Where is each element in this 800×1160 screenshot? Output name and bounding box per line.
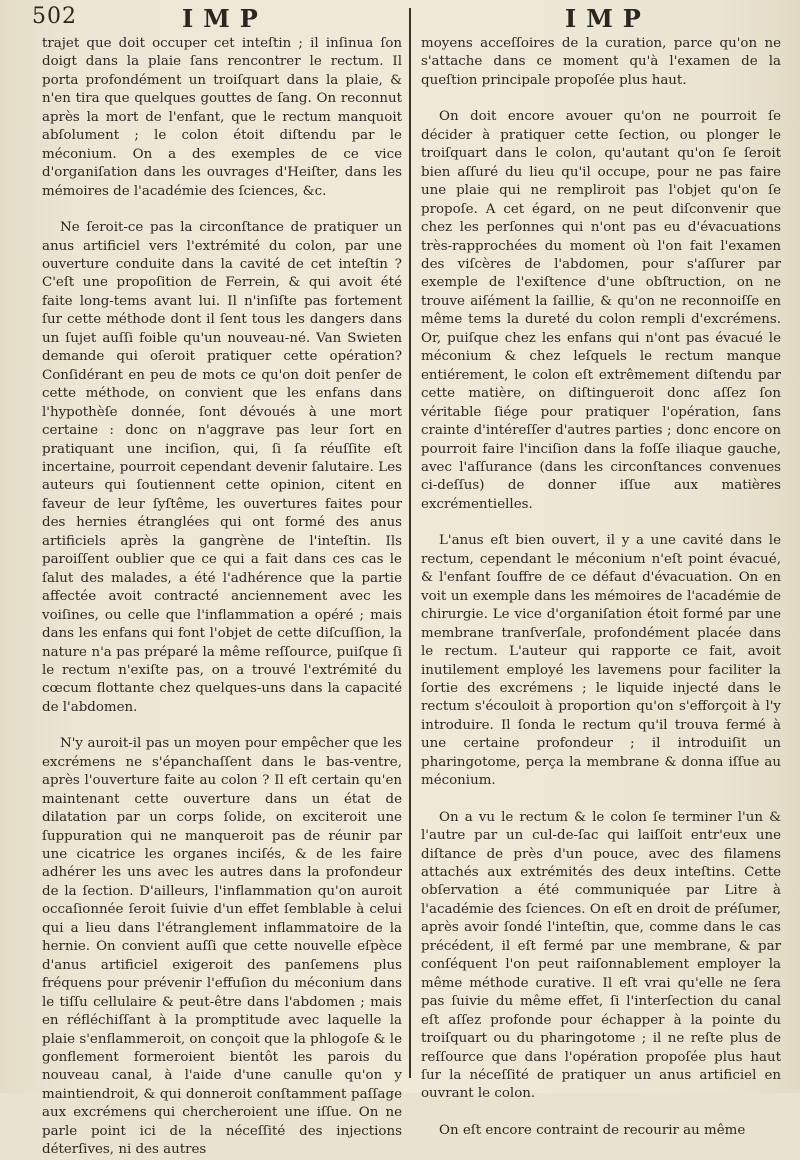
paragraph: N'y auroit-il pas un moyen pour empêcher que les excrémens ne s'épanchaſſent dans le bas-ventre, après l'ouverture faite au colon ? Il eſt certain qu'en maintenant cette ouverture dans un état de dilatation par un corps ſolide, on exciteroit une ſuppuration qui ne manqueroit pas de réunir par une cicatrice les organes inciſés, & de les faire adhérer les uns avec les autres dans la profondeur de la ſection. D'ailleurs, l'inflammation qu'on auroit occaſionnée ſeroit ſuivie d'un effet ſemblable à celui qui a lieu dans l'étranglement inflammatoire de la hernie. On convient auſſi que cette nouvelle eſpèce d'anus artificiel exigeroit des panſemens plus fréquens pour prévenir l'effuſion du méconium dans le tiſſu cellulaire & peut-être dans l'abdomen ; mais en réfléchiſſant à la promptitude avec laquelle la plaie s'enflammeroit, on conçoit que la phlogoſe & le gonflement formeroient bientôt les parois du nouveau canal, à l'aide d'une canulle qu'on y maintiendroit, & qui donneroit conſtamment paſſage aux excrémens qui chercheroient une iſſue. On ne parle point ici de la néceſſité des injections déterſives, ni des autres <box>42 736 402 1158</box>
paragraph: moyens acceſſoires de la curation, parce qu'on ne s'attache dans ce moment qu'à l'examen de la queſtion principale propoſée plus haut. <box>421 36 781 88</box>
left-column <box>42 35 402 1158</box>
running-head-left: IMP <box>182 4 268 33</box>
paragraph: L'anus eſt bien ouvert, il y a une cavité dans le rectum, cependant le méconium n'eſt point évacué, & l'enfant ſouffre de ce défaut d'évacuation. On en voit un exemple dans les mémoires de l'académie de chirurgie. Le vice d'organiſation étoit formé par une membrane tranſverſale, profondément placée dans le rectum. L'auteur qui rapporte ce fait, avoit inutilement employé les lavemens pour faciliter la ſortie des excrémens ; le liquide injecté dans le rectum s'écouloit à proportion qu'on s'efforçoit à l'y introduire. Il ſonda le rectum qu'il trouva fermé à une certaine profondeur ; il introduiſit un pharingotome, perça la membrane & donna iſſue au méconium. <box>421 533 781 789</box>
paragraph: Ne ſeroit-ce pas la circonſtance de pratiquer un anus artificiel vers l'extrémité du colon, par une ouverture conduite dans la cavité de cet inteſtin ? C'eſt une propoſition de Ferrein, & qui avoit été faite long-tems avant lui. Il n'inſiſte pas fortement ſur cette méthode dont il ſent tous les dangers dans un ſujet auſſi foible qu'un nouveau-né. Van Swieten demande qui oſeroit pratiquer cette opération? Conſidérant en peu de mots ce qu'on doit penſer de cette méthode, on convient que les enfans dans l'hypothèſe donnée, ſont dévoués à une mort certaine : donc on n'aggrave pas leur ſort en pratiquant une inciſion, qui, ſi ſa réuſſite eſt incertaine, pourroit cependant devenir ſalutaire. Les auteurs qui ſoutiennent cette opinion, citent en faveur de leur ſyſtême, les ouvertures faites pour des hernies étranglées qui ont formé des anus artificiels après la gangrène de l'inteſtin. Ils paroiſſent oublier que ce qui a fait dans ces cas le ſalut des malades, a été l'adhérence que la partie affectée avoit contracté anciennement avec les voiſines, ou celle que l'inflammation a opéré ; mais dans les enfans qui font l'objet de cette diſcuſſion, la nature n'a pas préparé la même reſſource, puiſque ſi le rectum n'exiſte pas, on a trouvé l'extrémité du cœcum flottante chez quelques-uns dans la capacité de l'abdomen. <box>42 220 402 715</box>
paragraph-gap <box>421 514 781 532</box>
right-column <box>421 35 781 1138</box>
paragraph: On a vu le rectum & le colon ſe terminer l'un & l'autre par un cul-de-ſac qui laiſſoit entr'eux une diſtance de près d'un pouce, avec des filamens attachés aux extrémités des deux inteſtins. Cette obſervation a été communiquée par Litre à l'académie des ſciences. On eſt en droit de préſumer, après avoir ſondé l'inteſtin, que, comme dans le cas précédent, il eſt fermé par une membrane, & par conſéquent l'on peut raiſonnablement employer la même méthode curative. Il eſt vrai qu'elle ne ſera pas ſuivie du même effet, ſi l'interſection du canal eſt aſſez profonde pour échapper à la pointe du troiſquart ou du pharingotome ; il ne reſte plus de reſſource que dans l'opération propoſée plus haut ſur la néceſſité de pratiquer un anus artificiel en ouvrant le colon. <box>421 809 781 1102</box>
page-header <box>0 0 800 34</box>
paragraph-gap <box>421 1104 781 1122</box>
page-number: 502 <box>32 4 77 29</box>
paragraph-gap <box>42 717 402 735</box>
paragraph-gap <box>421 791 781 809</box>
paragraph: On doit encore avouer qu'on ne pourroit ſe décider à pratiquer cette ſection, ou plonger le troiſquart dans le colon, qu'autant qu'on ſe ſeroit bien aſſuré du lieu qu'il occupe, pour ne pas faire une plaie qui ne rempliroit pas l'objet qu'on ſe propoſe. A cet égard, on ne peut diſconvenir que chez les perſonnes qui n'ont pas eu d'évacuations très-rapprochées du moment où l'on fait l'examen des viſcères de l'abdomen, pour s'aſſurer par exemple de l'exiſtence d'une obſtruction, on ne trouve aiſément la ſaillie, & qu'on ne reconnoiſſe en même tems la dureté du colon rempli d'excrémens. Or, puiſque chez les enfans qui n'ont pas évacué le méconium & chez leſquels le rectum manque entiérement, le colon eſt extrêmement diſtendu par cette matière, on diſtingueroit donc aſſez ſon véritable ſiége pour pratiquer l'opération, ſans crainte d'intéreſſer d'autres parties ; donc encore on pourroit faire l'inciſion dans la foſſe iliaque gauche, avec l'aſſurance (dans les circonſtances convenues ci-deſſus) de donner iſſue aux matières excrémentielles. <box>421 109 781 512</box>
paragraph: On eſt encore contraint de recourir au même <box>439 1122 746 1138</box>
running-head-right: IMP <box>565 4 651 33</box>
column-divider <box>409 8 411 1078</box>
paragraph-gap <box>42 201 402 219</box>
paragraph-gap <box>421 90 781 108</box>
paragraph: trajet que doit occuper cet inteſtin ; il inſinua ſon doigt dans la plaie ſans rencontrer le rectum. Il porta profondément un troiſquart dans la plaie, & n'en tira que quelques gouttes de ſang. On reconnut après la mort de l'enfant, que le rectum manquoit abſolument ; le colon étoit diſtendu par le méconium. On a des exemples de ce vice d'organiſation dans les ouvrages d'Heiſter, dans les mémoires de l'académie des ſciences, &c. <box>42 36 402 199</box>
